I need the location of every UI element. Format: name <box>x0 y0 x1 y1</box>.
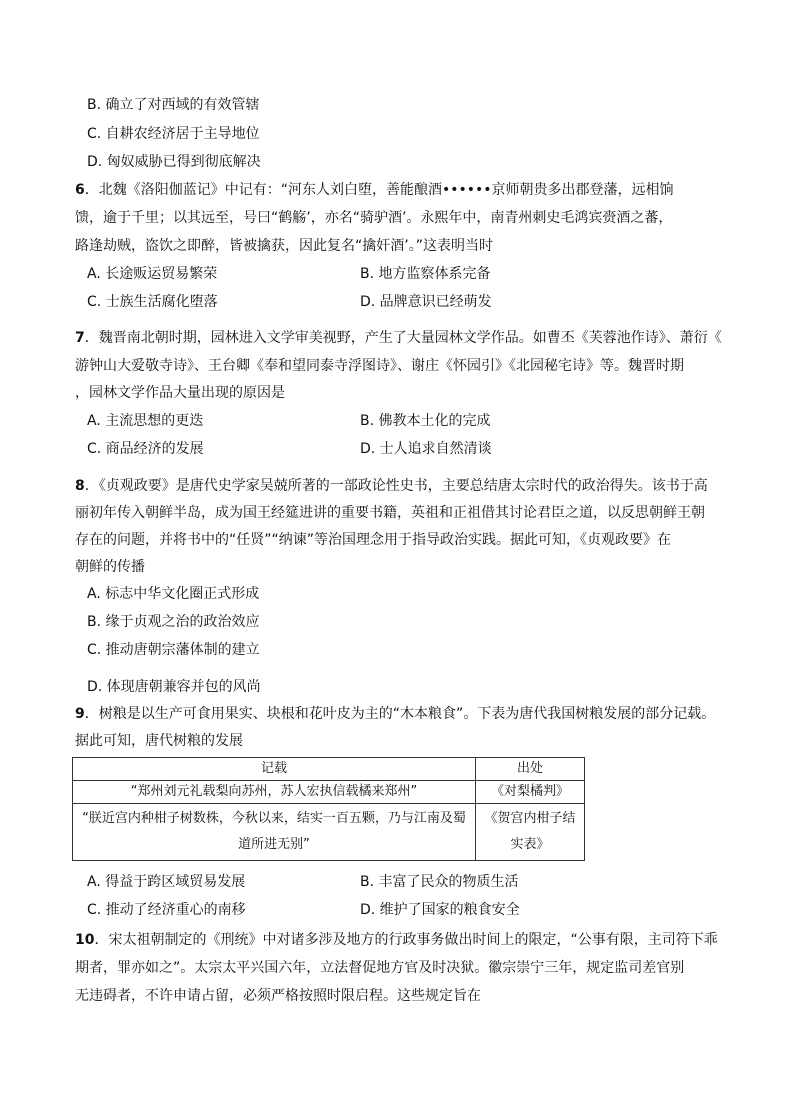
table-header-row <box>73 758 585 781</box>
table-cell-record: “郑州刘元礼载梨向苏州，苏人宏执信载橘来郑州” <box>73 781 476 804</box>
q9-option-d: D. 维护了国家的粮食安全 <box>360 902 520 918</box>
q7-stem-line-1: 7．魏晋南北朝时期，园林进入文学审美视野，产生了大量园林文学作品。如曹丕《芙蓉池作诗》、萧衍《 <box>75 330 722 346</box>
q8-stem-line-4: 朝鲜的传播 <box>75 559 145 575</box>
q10-stem-line-3: 无违碍者，不许申请占留，必须严格按照时限启程。这些规定旨在 <box>75 988 481 1004</box>
q6-option-d: D. 品牌意识已经萌发 <box>360 294 492 310</box>
table-cell-source: 《对梨橘判》 <box>476 781 585 804</box>
q6-option-c: C. 士族生活腐化堕落 <box>87 294 218 310</box>
q9-option-c: C. 推动了经济重心的南移 <box>87 902 246 918</box>
q9-stem-line-1: 9．树粮是以生产可食用果实、块根和花叶皮为主的“木本粮食”。下表为唐代我国树粮发展的部分记载。 <box>75 706 716 722</box>
q8-stem-line-2: 丽初年传入朝鲜半岛，成为国王经筵进讲的重要书籍，英祖和正祖借其讨论君臣之道，以反思朝鲜王朝 <box>75 505 705 521</box>
q9-option-b: B. 丰富了民众的物质生活 <box>360 874 519 890</box>
q8-option-d: D. 体现唐朝兼容并包的风尚 <box>87 679 261 695</box>
table-cell-record: “朕近宫内种柑子树数株，今秋以来，结实一百五颗，乃与江南及蜀道所进无别” <box>73 804 476 861</box>
table-cell-source: 《贺宫内柑子结实表》 <box>476 804 585 861</box>
q10-stem-line-1: 10．宋太祖朝制定的《刑统》中对诸多涉及地方的行政事务做出时间上的限定，“公事有限，主司符下乖 <box>75 932 718 948</box>
q9-number: 9 <box>75 706 85 722</box>
q6-number: 6 <box>75 182 85 198</box>
q10-stem-line-2: 期者，罪亦如之”。太宗太平兴国六年，立法督促地方官及时决狱。徽宗崇宁三年，规定监司差官别 <box>75 960 685 976</box>
q8-option-c: C. 推动唐朝宗藩体制的建立 <box>87 642 260 658</box>
q6-stem-line-2: 馈，逾于千里；以其远至，号曰“鹤觞’，亦名“骑驴酒’。永熙年中，南青州刺史毛鸿宾赍酒之蕃， <box>75 210 673 226</box>
q7-option-b: B. 佛教本土化的完成 <box>360 413 491 429</box>
q8-option-a: A. 标志中华文化圈正式形成 <box>87 586 260 602</box>
q7-option-c: C. 商品经济的发展 <box>87 441 204 457</box>
q8-number: 8 <box>75 478 85 494</box>
q5-option-c: C. 自耕农经济居于主导地位 <box>87 126 260 142</box>
q8-stem-line-3: 存在的问题，并将书中的“任贤”“纳谏”等治国理念用于指导政治实践。据此可知，《贞观政要》在 <box>75 532 672 548</box>
q7-stem-line-2: 游钟山大爱敬寺诗》、王台卿《奉和望同泰寺浮图诗》、谢庄《怀园引》《北园秘宅诗》等。魏晋时期 <box>75 358 684 374</box>
q7-number: 7 <box>75 330 85 346</box>
table-row <box>73 781 585 804</box>
q6-option-a: A. 长途贩运贸易繁荣 <box>87 266 218 282</box>
q7-stem-line-3: ，园林文学作品大量出现的原因是 <box>75 385 285 401</box>
q9-table <box>72 757 585 861</box>
table-row <box>73 804 585 861</box>
q6-stem-line-3: 路逢劫贼，盗饮之即醉，皆被擒获，因此复名“擒奸酒’。”这表明当时 <box>75 238 493 254</box>
q6-stem-line-1: 6．北魏《洛阳伽蓝记》中记有：“河东人刘白堕，善能酿酒••••••京师朝贵多出郡登藩，远相饷 <box>75 182 674 198</box>
q9-option-a: A. 得益于跨区域贸易发展 <box>87 874 246 890</box>
q8-stem-line-1: 8．《贞观政要》是唐代史学家吴兢所著的一部政论性史书，主要总结唐太宗时代的政治得失。该书于高 <box>75 478 708 494</box>
table-header-record: 记载 <box>73 758 476 781</box>
table-header-source: 出处 <box>476 758 585 781</box>
q5-option-b: B. 确立了对西域的有效管辖 <box>87 97 260 113</box>
q8-option-b: B. 缘于贞观之治的政治效应 <box>87 614 260 630</box>
q7-option-d: D. 士人追求自然清谈 <box>360 441 492 457</box>
q7-option-a: A. 主流思想的更迭 <box>87 413 204 429</box>
q9-stem-line-2: 据此可知，唐代树粮的发展 <box>75 733 243 749</box>
q5-option-d: D. 匈奴威胁已得到彻底解决 <box>87 154 261 170</box>
q10-number: 10 <box>75 932 95 948</box>
q6-option-b: B. 地方监察体系完备 <box>360 266 491 282</box>
